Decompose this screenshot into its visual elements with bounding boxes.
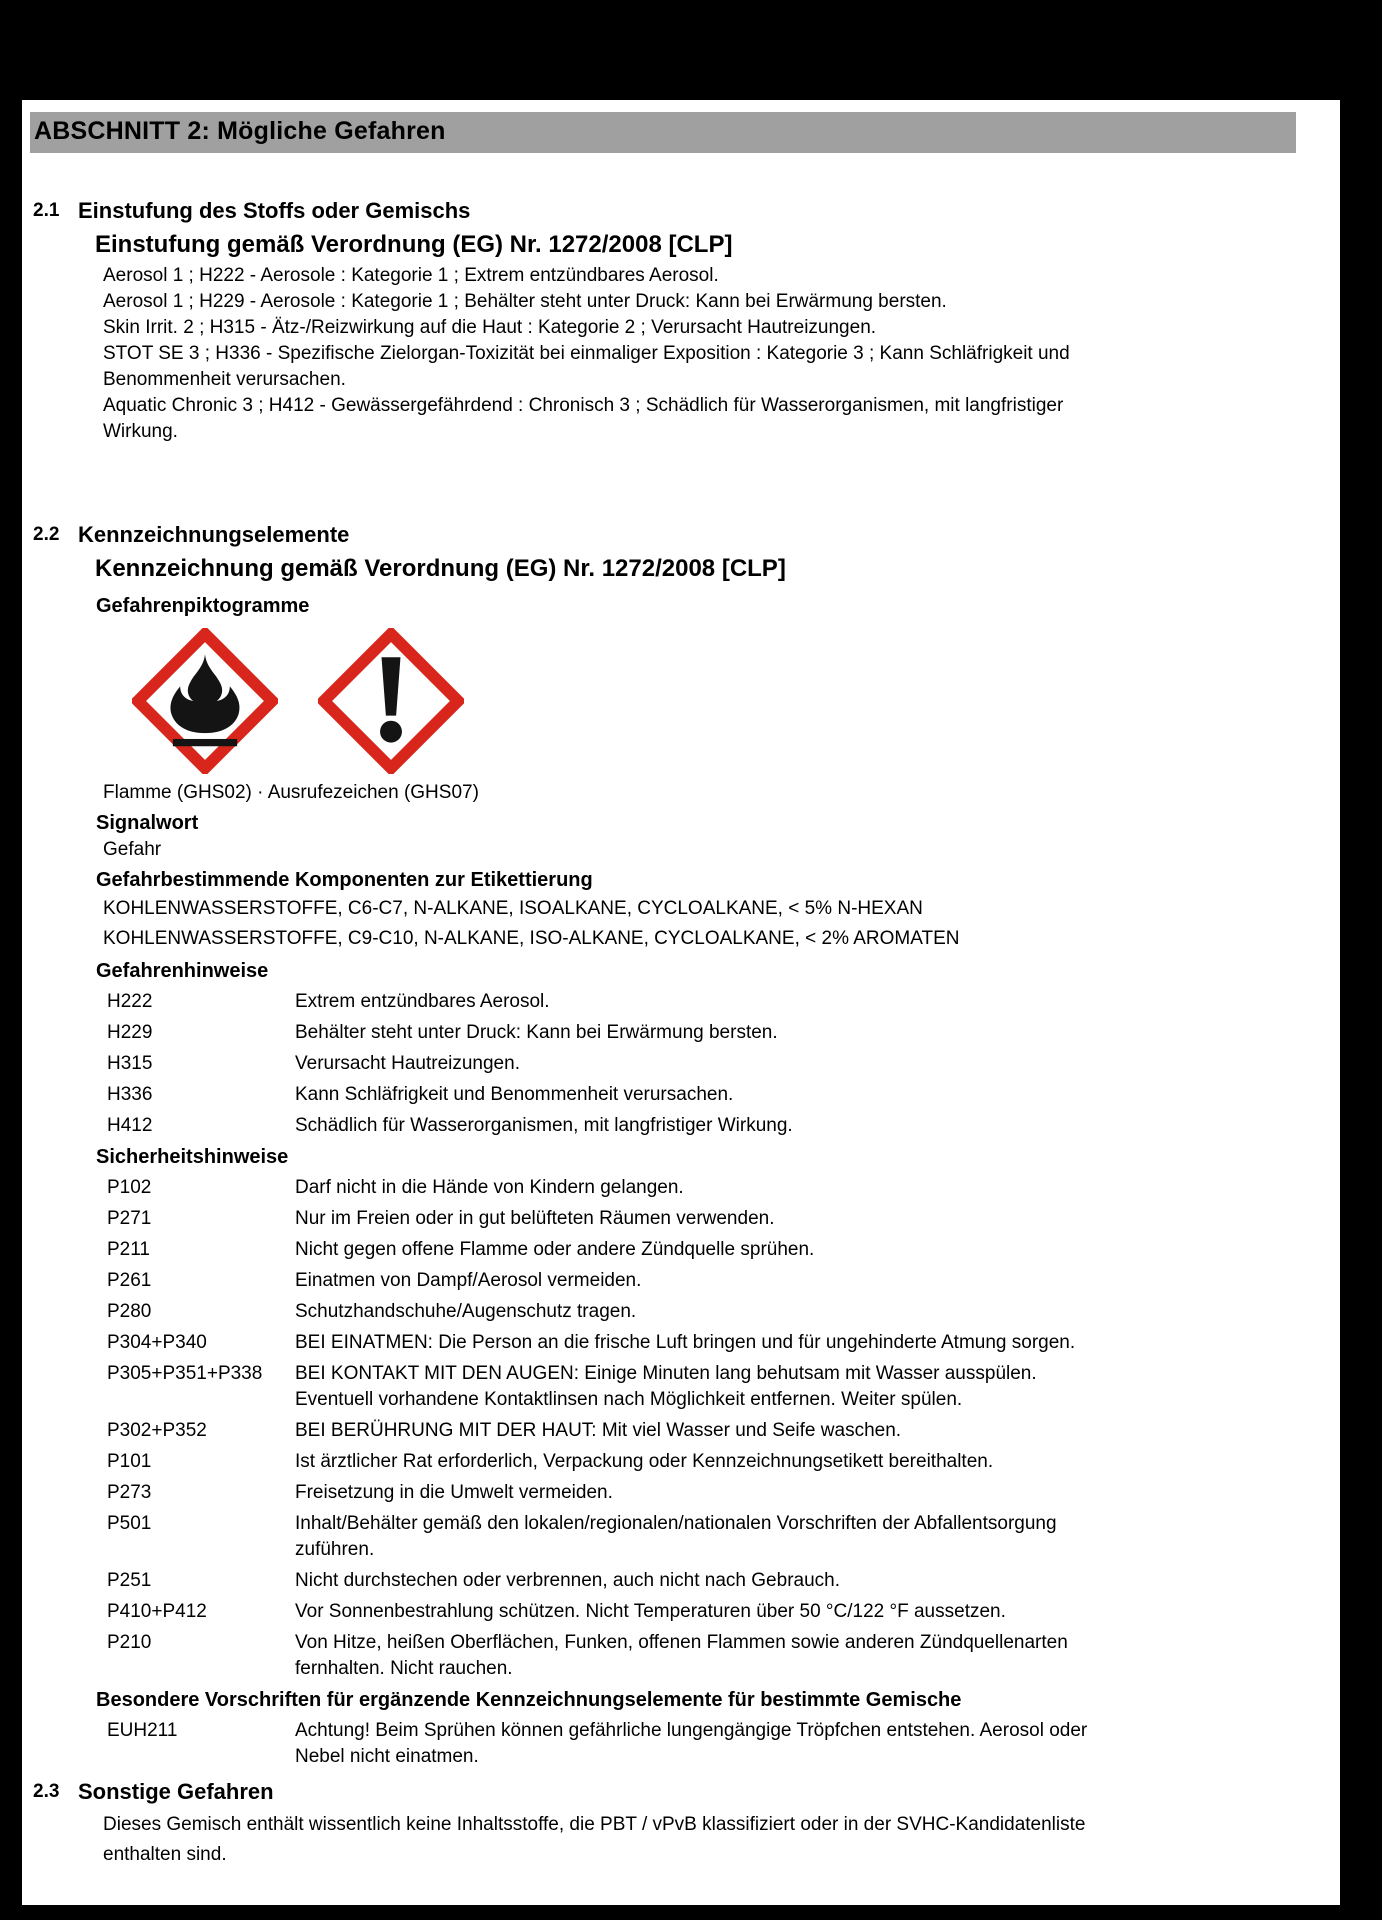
precaution-code: P305+P351+P338 [107, 1363, 263, 1384]
classification-line: Benommenheit verursachen. [103, 369, 346, 390]
precautionary-statements-heading: Sicherheitshinweise [96, 1146, 289, 1168]
table-row [107, 1480, 1340, 1506]
section-2-2 [22, 521, 1340, 1770]
table-row [107, 989, 1340, 1015]
precaution-code: P101 [107, 1451, 152, 1472]
ghs07-exclamation-pictogram-icon [318, 628, 464, 774]
precaution-text: BEI EINATMEN: Die Person an die frische Luft bringen und für ungehinderte Atmung sorgen. [295, 1332, 1076, 1353]
section-2-2-number: 2.2 [33, 524, 60, 545]
precaution-text: Von Hitze, heißen Oberflächen, Funken, offenen Flammen sowie anderen Zündquellenarten fernhalten. Nicht rauchen. [295, 1632, 1068, 1679]
table-row [107, 1418, 1340, 1444]
table-row [107, 1113, 1340, 1139]
table-row [107, 1599, 1340, 1625]
precaution-code: P211 [107, 1239, 150, 1260]
precaution-code: P410+P412 [107, 1601, 207, 1622]
table-row [107, 1449, 1340, 1475]
precaution-code: P251 [107, 1570, 152, 1591]
signal-word: Gefahr [103, 839, 162, 860]
precaution-text: Inhalt/Behälter gemäß den lokalen/regionalen/nationalen Vorschriften der Abfallentsorgung zuführen. [295, 1513, 1057, 1560]
precaution-text: Nicht durchstechen oder verbrennen, auch nicht nach Gebrauch. [295, 1570, 840, 1591]
table-row [107, 1330, 1340, 1356]
label-components [103, 894, 1340, 954]
precaution-text: Ist ärztlicher Rat erforderlich, Verpackung oder Kennzeichnungsetikett bereithalten. [295, 1451, 994, 1472]
precaution-text: Freisetzung in die Umwelt vermeiden. [295, 1482, 613, 1503]
special-provisions-heading: Besondere Vorschriften für ergänzende Kennzeichnungselemente für bestimmte Gemische [96, 1689, 962, 1711]
precaution-code: P210 [107, 1632, 152, 1653]
hazard-statements-table [22, 989, 1340, 1139]
sds-document-page [22, 100, 1340, 1905]
supplemental-statements-table [22, 1718, 1340, 1770]
precaution-code: P102 [107, 1177, 152, 1198]
table-row [107, 1568, 1340, 1594]
components-heading: Gefahrbestimmende Komponenten zur Etikettierung [96, 869, 593, 891]
section-2-1-subtitle: Einstufung gemäß Verordnung (EG) Nr. 1272/2008 [CLP] [95, 231, 733, 258]
other-hazards-line: Dieses Gemisch enthält wissentlich keine Inhaltsstoffe, die PBT / vPvB klassifiziert oder in der SVHC-Kandidatenliste [103, 1814, 1086, 1835]
precaution-code: P280 [107, 1301, 152, 1322]
hazard-code: H315 [107, 1053, 153, 1074]
hazard-text: Behälter steht unter Druck: Kann bei Erwärmung bersten. [295, 1022, 778, 1043]
section-2-3 [22, 1778, 1340, 1870]
hazard-statements-heading: Gefahrenhinweise [96, 960, 269, 982]
section-2-1 [22, 197, 1340, 445]
section-2-3-number: 2.3 [33, 1781, 60, 1802]
table-row [107, 1237, 1340, 1263]
precaution-text: Nicht gegen offene Flamme oder andere Zündquelle sprühen. [295, 1239, 815, 1260]
signal-word-heading: Signalwort [96, 812, 199, 834]
classification-line: Skin Irrit. 2 ; H315 - Ätz-/Reizwirkung auf die Haut : Kategorie 2 ; Verursacht Hautreizungen. [103, 317, 877, 338]
classification-line: Wirkung. [103, 421, 178, 442]
section-2-2-subtitle: Kennzeichnung gemäß Verordnung (EG) Nr. 1272/2008 [CLP] [95, 555, 786, 582]
other-hazards-text [103, 1810, 1340, 1870]
classification-line: Aerosol 1 ; H229 - Aerosole : Kategorie 1 ; Behälter steht unter Druck: Kann bei Erwärmung bersten. [103, 291, 947, 312]
precautionary-statements-table [22, 1175, 1340, 1682]
component-line: KOHLENWASSERSTOFFE, C6-C7, N-ALKANE, ISOALKANE, CYCLOALKANE, < 5% N-HEXAN [103, 898, 923, 919]
section-header-bar [30, 112, 1296, 153]
precaution-code: P273 [107, 1482, 152, 1503]
precaution-text: Darf nicht in die Hände von Kindern gelangen. [295, 1177, 684, 1198]
table-row [107, 1361, 1340, 1413]
other-hazards-line: enthalten sind. [103, 1844, 227, 1865]
precaution-code: P271 [107, 1208, 152, 1229]
precaution-text: Vor Sonnenbestrahlung schützen. Nicht Temperaturen über 50 °C/122 °F aussetzen. [295, 1601, 1006, 1622]
hazard-text: Kann Schläfrigkeit und Benommenheit verursachen. [295, 1084, 734, 1105]
hazard-text: Extrem entzündbares Aerosol. [295, 991, 550, 1012]
ghs02-flame-pictogram-icon [132, 628, 278, 774]
hazard-code: H222 [107, 991, 153, 1012]
table-row [107, 1051, 1340, 1077]
table-row [107, 1299, 1340, 1325]
table-row [107, 1718, 1340, 1770]
euh-text: Achtung! Beim Sprühen können gefährliche lungengängige Tröpfchen entstehen. Aerosol oder Nebel nicht einatmen. [295, 1720, 1088, 1767]
classification-line: Aquatic Chronic 3 ; H412 - Gewässergefährdend : Chronisch 3 ; Schädlich für Wasserorganismen, mit langfristiger [103, 395, 1064, 416]
section-2-2-title: Kennzeichnungselemente [78, 522, 350, 547]
precaution-text: BEI KONTAKT MIT DEN AUGEN: Einige Minuten lang behutsam mit Wasser ausspülen. Eventuell vorhandene Kontaktlinsen nach Möglichkeit entfernen. Weiter spülen. [295, 1363, 1037, 1410]
pictograms-heading: Gefahrenpiktogramme [96, 595, 310, 617]
table-row [107, 1511, 1340, 1563]
hazard-text: Verursacht Hautreizungen. [295, 1053, 520, 1074]
classification-line: Aerosol 1 ; H222 - Aerosole : Kategorie 1 ; Extrem entzündbares Aerosol. [103, 265, 719, 286]
section-2-3-title: Sonstige Gefahren [78, 1779, 274, 1804]
table-row [107, 1630, 1340, 1682]
precaution-text: Nur im Freien oder in gut belüfteten Räumen verwenden. [295, 1208, 775, 1229]
precaution-code: P302+P352 [107, 1420, 207, 1441]
section-2-1-title: Einstufung des Stoffs oder Gemischs [78, 198, 471, 223]
euh-code: EUH211 [107, 1720, 178, 1741]
hazard-code: H336 [107, 1084, 153, 1105]
precaution-code: P501 [107, 1513, 152, 1534]
hazard-code: H412 [107, 1115, 153, 1136]
precaution-text: Schutzhandschuhe/Augenschutz tragen. [295, 1301, 637, 1322]
precaution-text: BEI BERÜHRUNG MIT DER HAUT: Mit viel Wasser und Seife waschen. [295, 1420, 902, 1441]
precaution-text: Einatmen von Dampf/Aerosol vermeiden. [295, 1270, 642, 1291]
hazard-text: Schädlich für Wasserorganismen, mit langfristiger Wirkung. [295, 1115, 793, 1136]
precaution-code: P304+P340 [107, 1332, 207, 1353]
pictogram-caption: Flamme (GHS02) · Ausrufezeichen (GHS07) [103, 782, 479, 803]
table-row [107, 1206, 1340, 1232]
table-row [107, 1268, 1340, 1294]
section-header-title: ABSCHNITT 2: Mögliche Gefahren [34, 117, 446, 145]
table-row [107, 1082, 1340, 1108]
section-2-1-number: 2.1 [33, 200, 60, 221]
table-row [107, 1175, 1340, 1201]
precaution-code: P261 [107, 1270, 152, 1291]
component-line: KOHLENWASSERSTOFFE, C9-C10, N-ALKANE, ISO-ALKANE, CYCLOALKANE, < 2% AROMATEN [103, 928, 960, 949]
hazard-pictograms [132, 628, 1340, 774]
table-row [107, 1020, 1340, 1046]
classification-line: STOT SE 3 ; H336 - Spezifische Zielorgan-Toxizität bei einmaliger Exposition : Kategorie 3 ; Kann Schläfrigkeit und [103, 343, 1070, 364]
classification-text [103, 263, 1340, 445]
hazard-code: H229 [107, 1022, 153, 1043]
